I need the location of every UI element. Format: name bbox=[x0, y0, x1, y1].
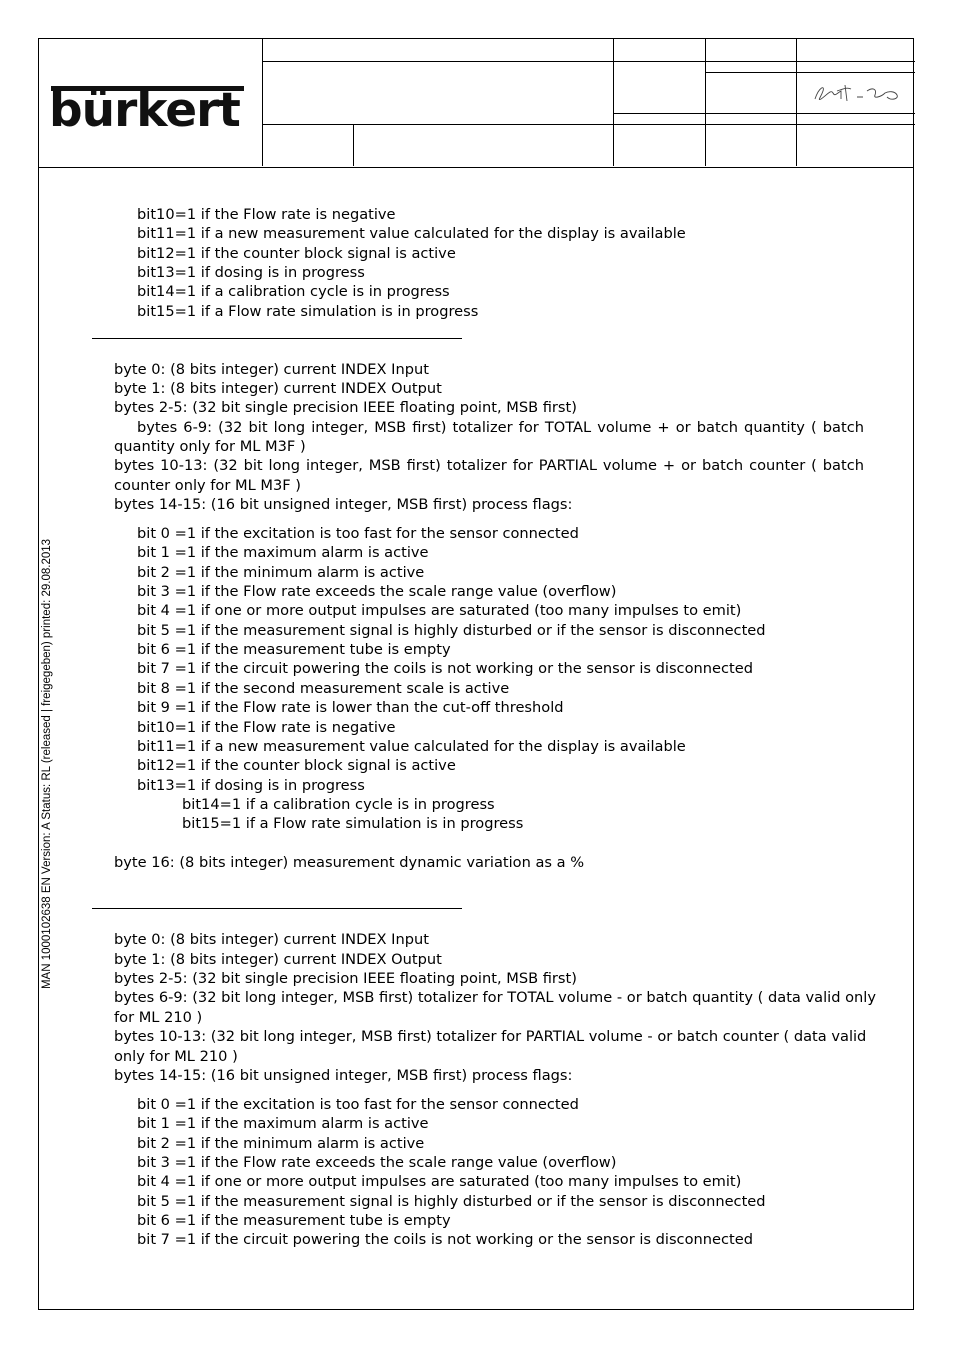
flag-line: bit13=1 if dosing is in progress bbox=[137, 777, 365, 794]
header-grid-line bbox=[262, 124, 915, 125]
byte-line: for ML 210 ) bbox=[114, 1009, 203, 1026]
flag-line: bit 8 =1 if the second measurement scale is active bbox=[137, 680, 510, 697]
byte-line: bytes 2-5: (32 bit single precision IEEE floating point, MSB first) bbox=[114, 970, 577, 987]
flag-line: bit 3 =1 if the Flow rate exceeds the scale range value (overflow) bbox=[137, 1154, 617, 1171]
flag-line: bit11=1 if a new measurement value calculated for the display is available bbox=[137, 738, 686, 755]
flag-line: bit10=1 if the Flow rate is negative bbox=[137, 719, 396, 736]
byte-line: counter only for ML M3F ) bbox=[114, 477, 301, 494]
flag-line: bit 0 =1 if the excitation is too fast for the sensor connected bbox=[137, 525, 579, 542]
byte-line: only for ML 210 ) bbox=[114, 1048, 238, 1065]
flag-line: bit14=1 if a calibration cycle is in progress bbox=[137, 283, 450, 300]
byte-line: bytes 14-15: (16 bit unsigned integer, MSB first) process flags: bbox=[114, 496, 573, 513]
header-grid-line bbox=[353, 124, 354, 166]
flag-line: bit12=1 if the counter block signal is active bbox=[137, 245, 456, 262]
byte-line: byte 0: (8 bits integer) current INDEX Input bbox=[114, 931, 429, 948]
flag-line: bit 9 =1 if the Flow rate is lower than the cut-off threshold bbox=[137, 699, 564, 716]
flag-line: bit15=1 if a Flow rate simulation is in progress bbox=[182, 815, 524, 832]
section-divider bbox=[92, 908, 462, 909]
header-grid-line bbox=[613, 39, 614, 166]
flag-line: bit 5 =1 if the measurement signal is highly disturbed or if the sensor is disconnected bbox=[137, 1193, 766, 1210]
byte-line: bytes 14-15: (16 bit unsigned integer, MSB first) process flags: bbox=[114, 1067, 573, 1084]
header-grid-line bbox=[705, 39, 706, 166]
flag-line: bit15=1 if a Flow rate simulation is in progress bbox=[137, 303, 479, 320]
flag-line: bit14=1 if a calibration cycle is in progress bbox=[182, 796, 495, 813]
flag-line: bit 2 =1 if the minimum alarm is active bbox=[137, 564, 425, 581]
signature-image bbox=[811, 81, 903, 107]
flag-line: bit 5 =1 if the measurement signal is highly disturbed or if the sensor is disconnected bbox=[137, 622, 766, 639]
byte-line: byte 1: (8 bits integer) current INDEX Output bbox=[114, 951, 442, 968]
flag-line: bit 1 =1 if the maximum alarm is active bbox=[137, 1115, 429, 1132]
flag-line: bit10=1 if the Flow rate is negative bbox=[137, 206, 396, 223]
flag-line: bit 7 =1 if the circuit powering the coils is not working or the sensor is disconnected bbox=[137, 660, 753, 677]
byte-line: byte 16: (8 bits integer) measurement dynamic variation as a % bbox=[114, 854, 585, 871]
flag-line: bit12=1 if the counter block signal is active bbox=[137, 757, 456, 774]
flag-line: bit 4 =1 if one or more output impulses are saturated (too many impulses to emit) bbox=[137, 602, 742, 619]
burkert-logo: bürkert bbox=[49, 83, 240, 138]
header-grid-line bbox=[262, 61, 915, 62]
byte-line: byte 1: (8 bits integer) current INDEX Output bbox=[114, 380, 442, 397]
byte-line: bytes 2-5: (32 bit single precision IEEE floating point, MSB first) bbox=[114, 399, 577, 416]
byte-line: bytes 6-9: (32 bit long integer, MSB first) totalizer for TOTAL volume + or batch quantity ( batch bbox=[137, 419, 864, 436]
flag-line: bit 0 =1 if the excitation is too fast for the sensor connected bbox=[137, 1096, 579, 1113]
header-grid-line bbox=[705, 72, 915, 73]
flag-line: bit 4 =1 if one or more output impulses are saturated (too many impulses to emit) bbox=[137, 1173, 742, 1190]
flag-line: bit13=1 if dosing is in progress bbox=[137, 264, 365, 281]
header-grid-line bbox=[796, 39, 797, 166]
flag-line: bit 2 =1 if the minimum alarm is active bbox=[137, 1135, 425, 1152]
flag-line: bit 7 =1 if the circuit powering the coils is not working or the sensor is disconnected bbox=[137, 1231, 753, 1248]
side-document-stamp: MAN 1000102638 EN Version: A Status: RL (released | freigegeben) printed: 29.08.2013 bbox=[41, 538, 53, 990]
flag-line: bit 6 =1 if the measurement tube is empty bbox=[137, 1212, 451, 1229]
flag-line: bit11=1 if a new measurement value calculated for the display is available bbox=[137, 225, 686, 242]
byte-line: bytes 10-13: (32 bit long integer, MSB first) totalizer for PARTIAL volume - or batch counter ( data valid bbox=[114, 1028, 867, 1045]
logo-cell bbox=[39, 39, 263, 166]
flag-line: bit 6 =1 if the measurement tube is empty bbox=[137, 641, 451, 658]
byte-line: byte 0: (8 bits integer) current INDEX Input bbox=[114, 361, 429, 378]
document-page bbox=[38, 38, 914, 1310]
byte-line: bytes 6-9: (32 bit long integer, MSB first) totalizer for TOTAL volume - or batch quantity ( data valid only bbox=[114, 989, 876, 1006]
flag-line: bit 3 =1 if the Flow rate exceeds the scale range value (overflow) bbox=[137, 583, 617, 600]
header-grid-line bbox=[613, 113, 915, 114]
section-divider bbox=[92, 338, 462, 339]
byte-line: quantity only for ML M3F ) bbox=[114, 438, 306, 455]
document-header bbox=[39, 39, 913, 168]
flag-line: bit 1 =1 if the maximum alarm is active bbox=[137, 544, 429, 561]
byte-line: bytes 10-13: (32 bit long integer, MSB first) totalizer for PARTIAL volume + or batch counter ( batch bbox=[114, 457, 864, 474]
